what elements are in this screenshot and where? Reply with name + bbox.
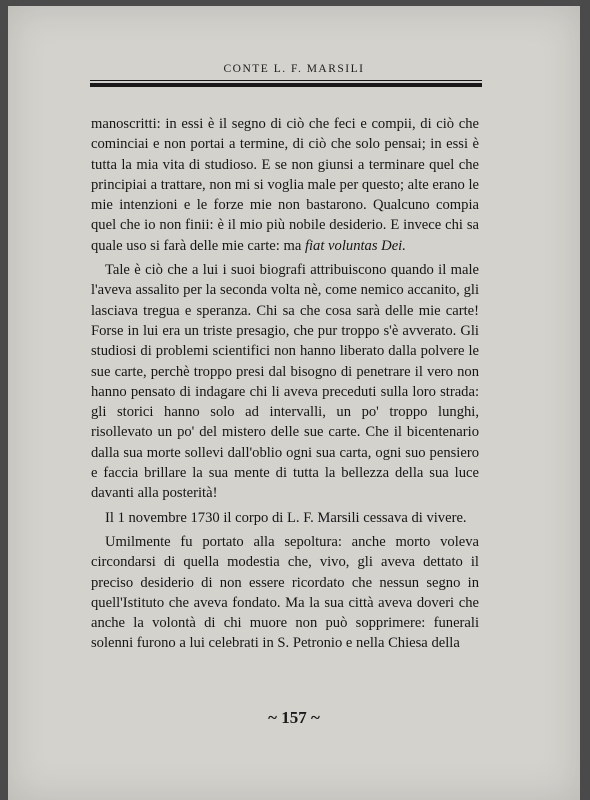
header-rule [90,80,482,90]
paragraph-1 [91,114,479,256]
paragraph-2: Tale è ciò che a lui i suoi biografi attribuiscono quando il male l'aveva assalito per la seconda volta nè, come nemico accanito, gli lasciava tregua e speranza. Chi sa che cosa sarà delle mie carte! Forse in lui era un triste presagio, che pur troppo s'è avverato. Gli studiosi di problemi scientifici non hanno liberato dalla polvere le sue carte, perchè troppo presi dal bisogno di penetrare il vero non hanno pensato di indagare chi li aveva preceduti sulla loro strada: gli storici hanno solo ad intervalli, un po' troppo lunghi, risollevato un po' del mistero delle sue carte. Che il bicentenario dalla sua morte sollevi dall'oblio ogni sua carta, ogni suo pensiero e faccia brillare la sua mente di tutta la bellezza della sua luce davanti alla posterità! [91,262,479,502]
paragraph-1-italic: fiat voluntas Dei. [304,237,406,254]
page-number: ~ 157 ~ [268,708,320,727]
paragraph-1-text: manoscritti: in essi è il segno di ciò che feci e compii, di ciò che cominciai e non portai a termine, di ciò che solo pensai; in essi è tutta la mia vita di studioso. E se non giunsi a terminare quel che principiai a trattare, non mi si voglia male per questo; alte erano le mie intenzioni e le forze mie non bastarono. Qualcuno compia quel che io non finii: è il mio più nobile desiderio. E invece chi sa quale uso si farà delle mie carte: ma [91,116,479,254]
paragraph-3: Il 1 novembre 1730 il corpo di L. F. Marsili cessava di vivere. [105,509,467,526]
header-rule-thick [90,83,482,87]
header-rule-thin [90,80,482,81]
running-head: CONTE L. F. MARSILI [223,63,365,75]
body-text [91,114,479,658]
paragraph-4: Umilmente fu portato alla sepoltura: anche morto voleva circondarsi di quella modestia che, vivo, gli aveva dettato il preciso desiderio di non essere ricordato che nessun segno in quell'Istituto che aveva fondato. Ma la sua città aveva doveri che anche la volontà di chi muore non può sopprimere: funerali solenni furono a lui celebrati in S. Petronio e nella Chiesa della [91,533,479,652]
book-page [8,6,580,800]
